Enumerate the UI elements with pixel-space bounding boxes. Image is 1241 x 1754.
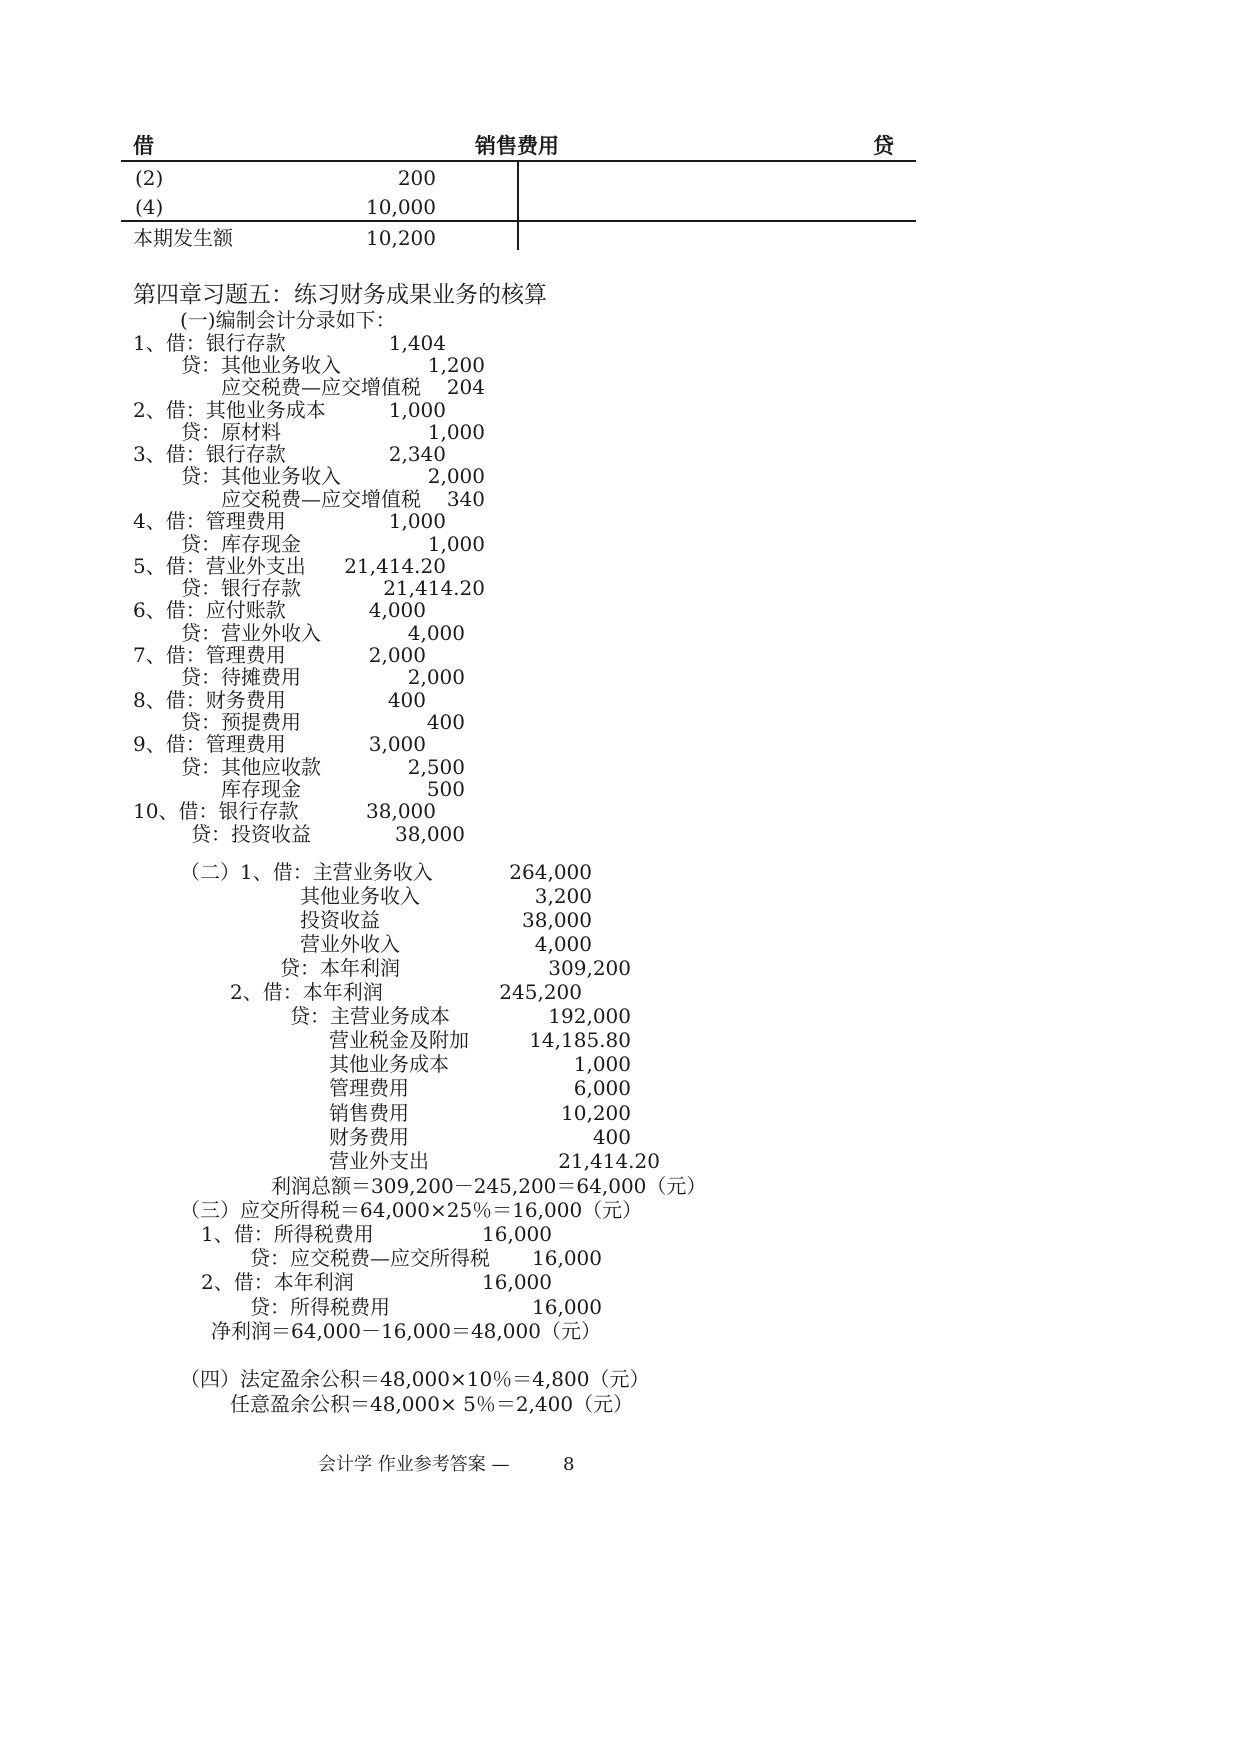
entry-account: 贷：其他业务收入	[181, 464, 341, 488]
entry-account: 营业税金及附加	[329, 1028, 469, 1052]
entry-account: 贷：银行存款	[181, 576, 301, 600]
entry-account: 贷：原材料	[181, 420, 281, 444]
entry-amount: 400	[387, 688, 426, 712]
entry-amount: 264,000	[509, 860, 592, 884]
entry-amount: 1,000	[427, 420, 485, 444]
entry-account: 销售费用	[329, 1101, 409, 1125]
entry-account: 贷：营业外收入	[181, 621, 321, 645]
part3-heading: （三）应交所得税＝64,000×25％＝16,000（元）	[180, 1198, 643, 1222]
entry-account: 贷：应交税费—应交所得税	[250, 1246, 490, 1270]
entry-amount: 16,000	[482, 1270, 552, 1294]
entry-account: 库存现金	[221, 777, 301, 801]
credit-label: 贷	[873, 134, 894, 158]
entry-account: 应交税费—应交增值税	[221, 375, 421, 399]
entry-amount: 4,000	[407, 621, 465, 645]
entry-account: 3、借：银行存款	[133, 442, 286, 466]
entry-account: 贷：主营业务成本	[290, 1004, 450, 1028]
net-profit-formula: 净利润＝64,000－16,000＝48,000（元）	[211, 1319, 601, 1343]
entry-amount: 4,000	[534, 932, 592, 956]
entry-account: 5、借：营业外支出	[133, 554, 306, 578]
t-row-amount: 10,000	[366, 195, 436, 219]
t-row-label: (2)	[135, 166, 164, 190]
entry-account: 9、借：管理费用	[133, 732, 286, 756]
entry-amount: 16,000	[532, 1295, 602, 1319]
entry-account: 贷：本年利润	[280, 956, 400, 980]
entry-amount: 1,000	[388, 398, 446, 422]
entry-account: （二）1、借：主营业务收入	[180, 860, 433, 884]
entry-amount: 3,200	[534, 884, 592, 908]
account-title: 销售费用	[475, 134, 559, 158]
entry-amount: 2,500	[407, 755, 465, 779]
entry-account: 营业外收入	[300, 932, 400, 956]
entry-account: 管理费用	[329, 1076, 409, 1100]
entry-amount: 500	[426, 777, 465, 801]
entry-account: 贷：其他业务收入	[181, 353, 341, 377]
t-account-total-line	[121, 220, 916, 222]
entry-amount: 6,000	[573, 1076, 631, 1100]
entry-account: 其他业务收入	[300, 884, 420, 908]
t-account-top-line	[121, 160, 916, 162]
part1-heading: (一)编制会计分录如下：	[180, 308, 396, 332]
entry-account: 应交税费—应交增值税	[221, 487, 421, 511]
entry-account: 营业外支出	[329, 1149, 429, 1173]
entry-account: 2、借：本年利润	[201, 1270, 354, 1294]
t-row-label: (4)	[135, 195, 164, 219]
entry-account: 1、借：银行存款	[133, 331, 286, 355]
entry-amount: 309,200	[548, 956, 631, 980]
entry-amount: 1,000	[573, 1052, 631, 1076]
page-number: 8	[563, 1454, 575, 1475]
entry-account: 4、借：管理费用	[133, 509, 286, 533]
entry-account: 贷：待摊费用	[181, 665, 301, 689]
entry-amount: 3,000	[368, 732, 426, 756]
entry-amount: 400	[592, 1125, 631, 1149]
debit-label: 借	[133, 134, 154, 158]
entry-amount: 16,000	[482, 1222, 552, 1246]
entry-amount: 4,000	[368, 598, 426, 622]
entry-amount: 1,000	[427, 532, 485, 556]
entry-account: 财务费用	[329, 1125, 409, 1149]
entry-amount: 16,000	[532, 1246, 602, 1270]
entry-account: 6、借：应付账款	[133, 598, 286, 622]
entry-amount: 38,000	[366, 799, 436, 823]
entry-amount: 2,000	[407, 665, 465, 689]
t-total-amount: 10,200	[366, 226, 436, 250]
entry-account: 1、借：所得税费用	[201, 1222, 374, 1246]
entry-account: 10、借：银行存款	[133, 799, 299, 823]
entry-amount: 38,000	[395, 822, 465, 846]
entry-account: 贷：投资收益	[191, 822, 311, 846]
entry-amount: 1,000	[388, 509, 446, 533]
entry-account: 贷：库存现金	[181, 532, 301, 556]
entry-amount: 38,000	[522, 908, 592, 932]
entry-amount: 340	[446, 487, 485, 511]
entry-account: 2、借：其他业务成本	[133, 398, 326, 422]
t-row-amount: 200	[397, 166, 436, 190]
t-account-center-line	[517, 161, 519, 250]
entry-account: 7、借：管理费用	[133, 643, 286, 667]
page-footer-text: 会计学 作业参考答案 —	[318, 1454, 510, 1475]
section-title: 第四章习题五：练习财务成果业务的核算	[133, 282, 547, 308]
entry-account: 贷：所得税费用	[250, 1295, 390, 1319]
entry-amount: 21,414.20	[558, 1149, 660, 1173]
entry-account: 贷：预提费用	[181, 710, 301, 734]
entry-amount: 2,000	[368, 643, 426, 667]
entry-amount: 204	[446, 375, 485, 399]
t-total-label: 本期发生额	[133, 226, 233, 250]
entry-amount: 245,200	[499, 980, 582, 1004]
entry-amount: 192,000	[548, 1004, 631, 1028]
entry-account: 8、借：财务费用	[133, 688, 286, 712]
entry-account: 投资收益	[300, 908, 380, 932]
entry-account: 2、借：本年利润	[230, 980, 383, 1004]
entry-amount: 1,200	[427, 353, 485, 377]
statutory-reserve-formula: （四）法定盈余公积＝48,000×10％＝4,800（元）	[180, 1367, 650, 1391]
entry-amount: 10,200	[561, 1101, 631, 1125]
total-profit-formula: 利润总额＝309,200－245,200＝64,000（元）	[271, 1174, 707, 1198]
entry-account: 贷：其他应收款	[181, 755, 321, 779]
entry-amount: 2,000	[427, 464, 485, 488]
entry-amount: 21,414.20	[344, 554, 446, 578]
entry-amount: 21,414.20	[383, 576, 485, 600]
entry-account: 其他业务成本	[329, 1052, 449, 1076]
entry-amount: 14,185.80	[529, 1028, 631, 1052]
entry-amount: 1,404	[388, 331, 446, 355]
entry-amount: 2,340	[388, 442, 446, 466]
discretionary-reserve-formula: 任意盈余公积＝48,000× 5％＝2,400（元）	[230, 1392, 634, 1416]
entry-amount: 400	[426, 710, 465, 734]
